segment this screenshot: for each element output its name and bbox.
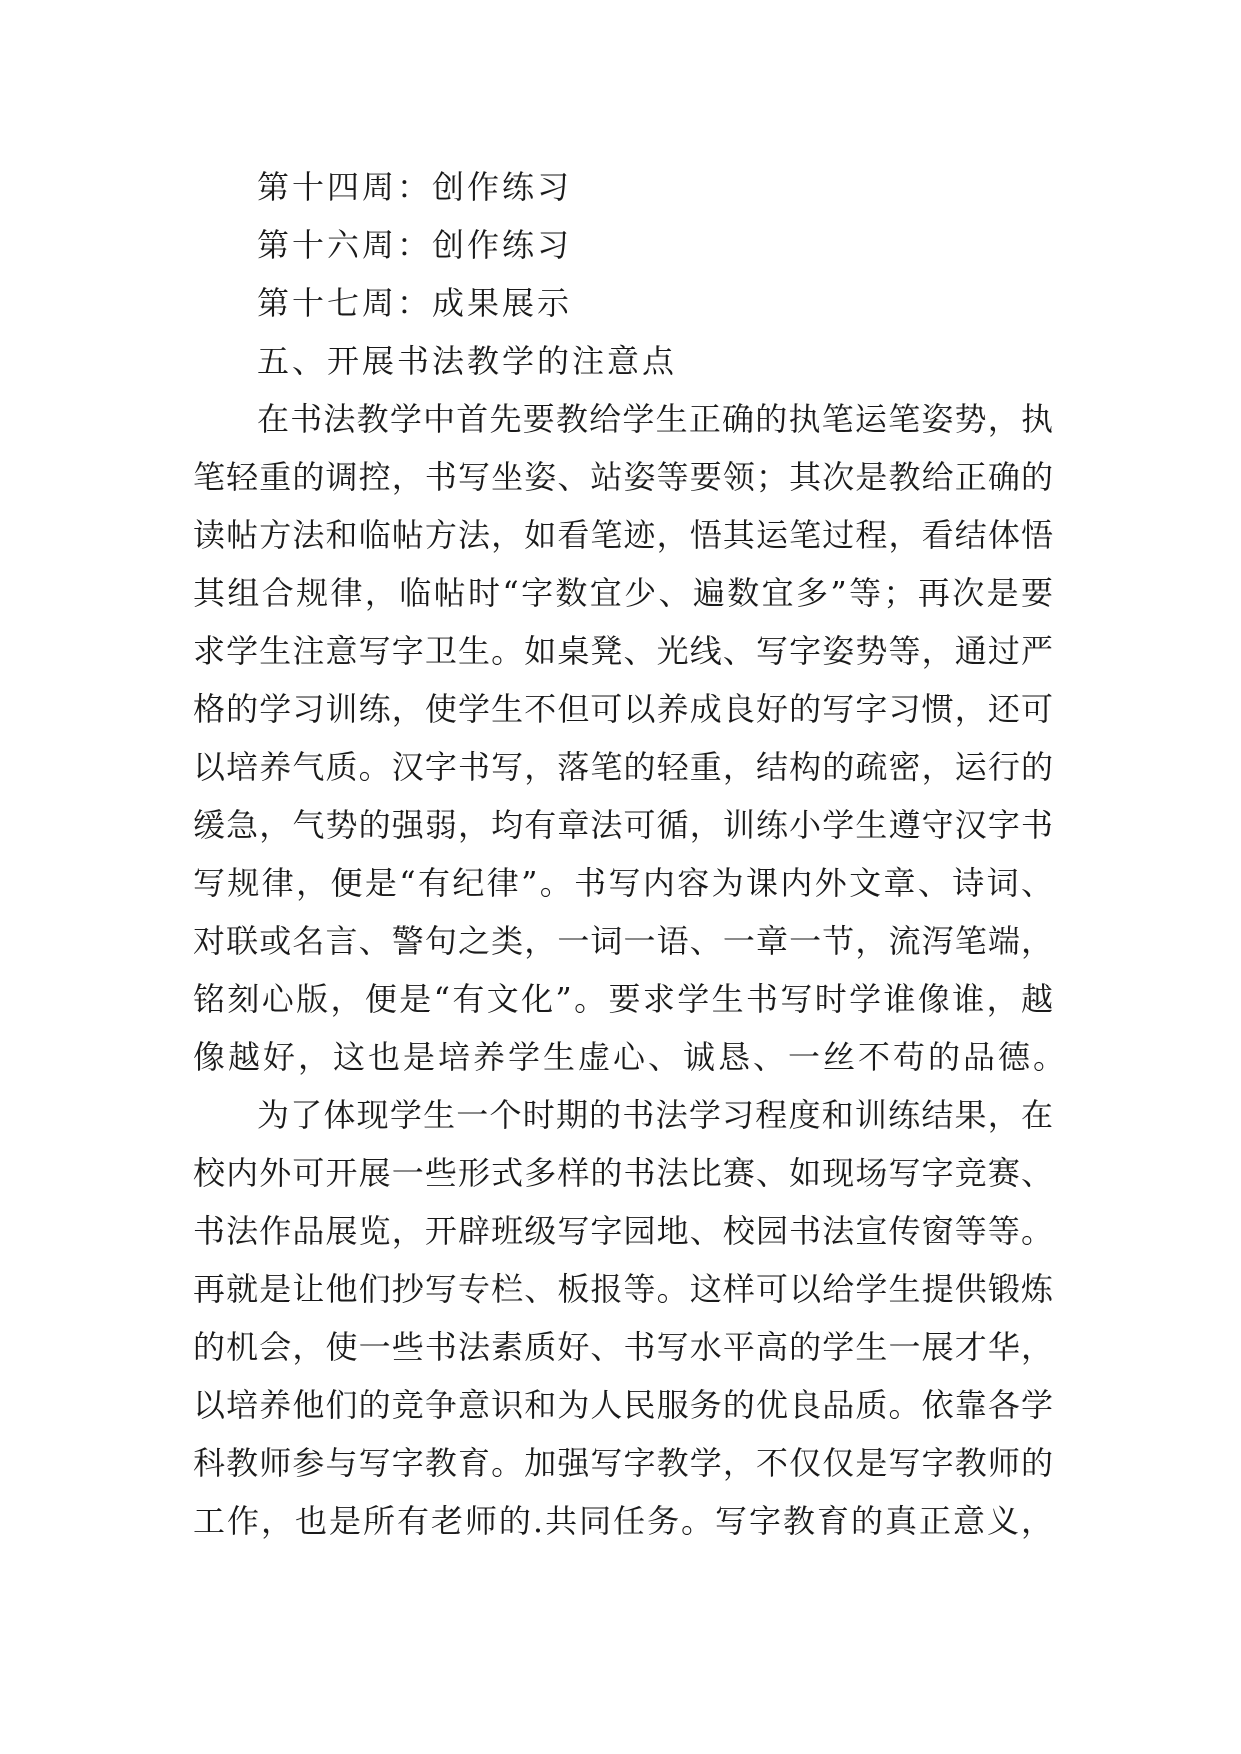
paragraph-teaching-notes: [193, 390, 1069, 1086]
paragraph-line: 科教师参与写字教育。加强写字教学，不仅仅是写字教师的: [193, 1444, 1053, 1482]
paragraph-line: 铭刻心版，便是“有文化”。要求学生书写时学谁像谁，越: [193, 980, 1053, 1018]
paragraph-line: 缓急，气势的强弱，均有章法可循，训练小学生遵守汉字书: [193, 806, 1053, 844]
paragraph-line: 校内外可开展一些形式多样的书法比赛、如现场写字竞赛、: [193, 1154, 1053, 1192]
paragraph-line: 求学生注意写字卫生。如桌凳、光线、写字姿势等，通过严: [193, 632, 1053, 670]
schedule-line-week-16: 第十六周：创作练习: [257, 226, 573, 264]
paragraph-line: 像越好，这也是培养学生虚心、诚恳、一丝不苟的品德。: [193, 1038, 1069, 1076]
document-body: [193, 158, 1069, 1550]
paragraph-line: 其组合规律，临帖时“字数宜少、遍数宜多”等；再次是要: [193, 574, 1053, 612]
paragraph-line: 以培养他们的竞争意识和为人民服务的优良品质。依靠各学: [193, 1386, 1053, 1424]
paragraph-line: 以培养气质。汉字书写，落笔的轻重，结构的疏密，运行的: [193, 748, 1053, 786]
schedule-line-week-14: 第十四周：创作练习: [257, 168, 573, 206]
paragraph-line: 的机会，使一些书法素质好、书写水平高的学生一展才华，: [193, 1328, 1053, 1366]
paragraph-line: 再就是让他们抄写专栏、板报等。这样可以给学生提供锻炼: [193, 1270, 1053, 1308]
paragraph-line: 格的学习训练，使学生不但可以养成良好的写字习惯，还可: [193, 690, 1053, 728]
paragraph-line: 读帖方法和临帖方法，如看笔迹，悟其运笔过程，看结体悟: [193, 516, 1053, 554]
section-heading: 五、开展书法教学的注意点: [257, 342, 678, 380]
paragraph-line: 笔轻重的调控，书写坐姿、站姿等要领；其次是教给正确的: [193, 458, 1053, 496]
paragraph-line: 写规律，便是“有纪律”。书写内容为课内外文章、诗词、: [193, 864, 1053, 902]
paragraph-line: 为了体现学生一个时期的书法学习程度和训练结果，在: [257, 1096, 1053, 1134]
paragraph-line: 工作，也是所有老师的.共同任务。写字教育的真正意义，: [193, 1502, 1053, 1540]
paragraph-line: 书法作品展览，开辟班级写字园地、校园书法宣传窗等等。: [193, 1212, 1053, 1250]
schedule-line-week-17: 第十七周：成果展示: [257, 284, 573, 322]
paragraph-line: 在书法教学中首先要教给学生正确的执笔运笔姿势，执: [257, 400, 1053, 438]
paragraph-line: 对联或名言、警句之类，一词一语、一章一节，流泻笔端，: [193, 922, 1053, 960]
paragraph-competitions: [193, 1086, 1053, 1550]
